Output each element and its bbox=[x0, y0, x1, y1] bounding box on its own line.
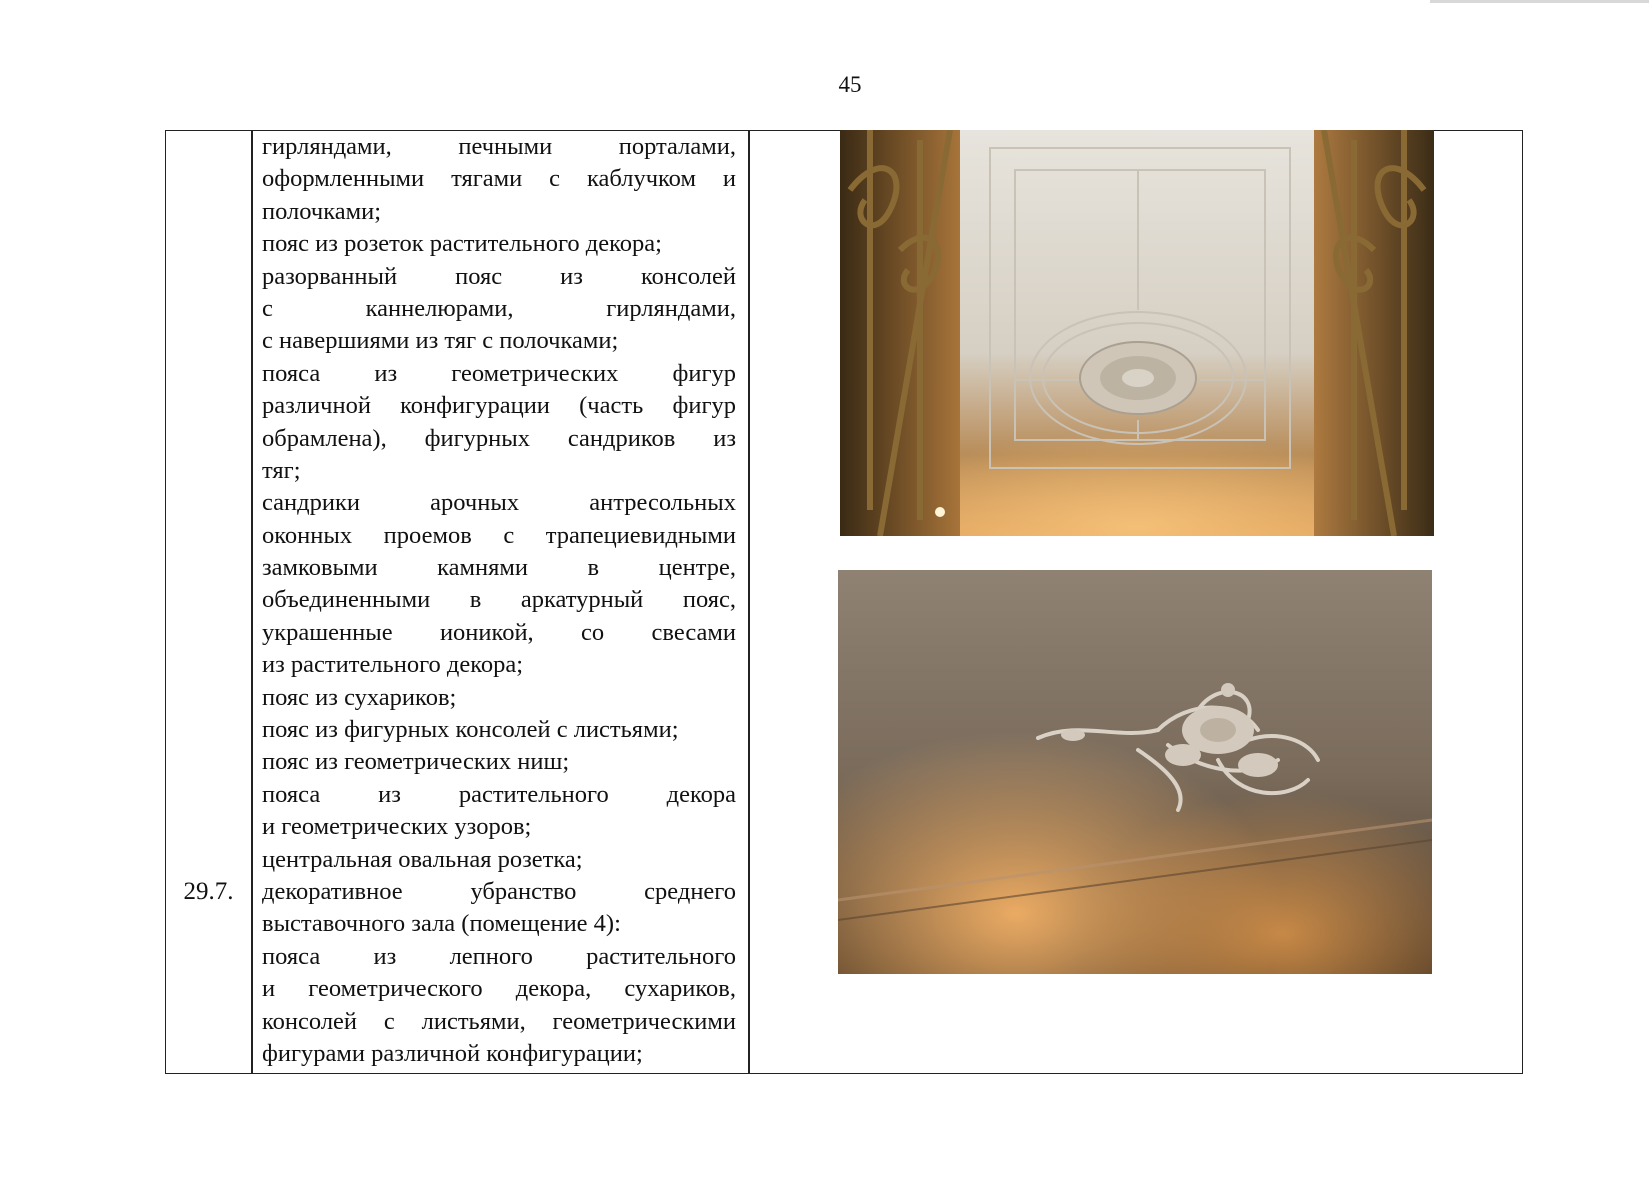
top-edge-rule bbox=[1430, 0, 1649, 3]
description-line: центральная овальная розетка; bbox=[262, 845, 583, 873]
ceiling-rosette-photo bbox=[840, 130, 1434, 536]
description-line: консолей с листьями, геометрическими bbox=[262, 1007, 736, 1035]
description-line: гирляндами, печными порталами, bbox=[262, 133, 736, 160]
description-line: пояс из сухариков; bbox=[262, 683, 457, 711]
description-line: пояса из лепного растительного bbox=[262, 942, 736, 970]
column-divider bbox=[748, 131, 750, 1073]
description-line: оконных проемов с трапециевидными bbox=[262, 521, 736, 549]
description-line: пояс из фигурных консолей с листьями; bbox=[262, 716, 679, 744]
description-line: полочками; bbox=[262, 197, 382, 225]
description-line: декоративное убранство среднего bbox=[262, 877, 736, 905]
description-line: украшенные ионикой, со свесами bbox=[262, 618, 736, 646]
description-line: замковыми камнями в центре, bbox=[262, 554, 736, 582]
description-line: с навершиями из тяг с полочками; bbox=[262, 327, 619, 355]
description-line: и геометрических узоров; bbox=[262, 813, 532, 841]
description-line: пояса из растительного декора bbox=[262, 780, 736, 808]
column-divider bbox=[251, 131, 253, 1073]
description-line: обрамлена), фигурных сандриков из bbox=[262, 424, 736, 452]
description-line: объединенными в аркатурный пояс, bbox=[262, 586, 736, 614]
description-line: с каннелюрами, гирляндами, bbox=[262, 294, 736, 322]
description-line: выставочного зала (помещение 4): bbox=[262, 910, 621, 938]
description-cell bbox=[262, 131, 736, 1070]
ceiling-ornament-photo bbox=[838, 570, 1432, 974]
description-line: сандрики арочных антресольных bbox=[262, 489, 736, 517]
description-line: оформленными тягами с каблучком и bbox=[262, 165, 736, 193]
description-line: и геометрического декора, сухариков, bbox=[262, 975, 736, 1003]
description-line: пояс из геометрических ниш; bbox=[262, 748, 570, 776]
row-number: 29.7. bbox=[183, 878, 234, 905]
description-line: пояса из геометрических фигур bbox=[262, 359, 736, 387]
description-line: разорванный пояс из консолей bbox=[262, 262, 736, 290]
description-line: тяг; bbox=[262, 456, 301, 484]
page-number: 45 bbox=[838, 72, 862, 97]
description-line: из растительного декора; bbox=[262, 651, 524, 679]
description-line: фигурами различной конфигурации; bbox=[262, 1039, 643, 1067]
description-line: пояс из розеток растительного декора; bbox=[262, 230, 662, 258]
description-line: различной конфигурации (часть фигур bbox=[262, 392, 736, 420]
